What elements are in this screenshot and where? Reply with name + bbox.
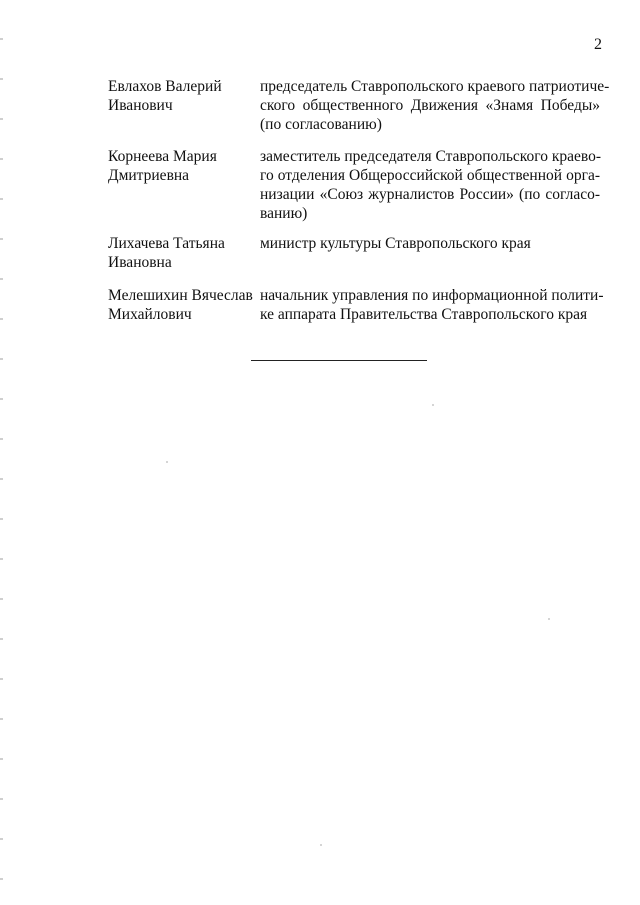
member-name-line: Евлахов Валерий <box>108 78 222 95</box>
member-name-line: Михайлович <box>108 306 192 323</box>
scan-speck <box>432 404 434 406</box>
scan-speck <box>548 618 550 620</box>
page-number: 2 <box>594 36 602 53</box>
member-role <box>260 77 610 134</box>
member-role-line: председатель Ставропольского краевого патриотиче- <box>260 78 610 95</box>
scan-speck <box>320 844 322 846</box>
member-role-line: заместитель председателя Ставропольского краево- <box>260 148 602 165</box>
member-role-line: ского общественного Движения «Знамя Победы» <box>260 97 600 114</box>
member-role-line: министр культуры Ставропольского края <box>260 235 531 252</box>
member-name <box>108 286 258 324</box>
member-name-line: Корнеева Мария <box>108 148 217 165</box>
scan-speck <box>166 461 168 463</box>
closing-separator-line <box>251 360 427 361</box>
member-name <box>108 234 258 272</box>
member-role <box>260 147 600 223</box>
member-name-line: Иванович <box>108 97 173 114</box>
member-role-line: начальник управления по информационной полити- <box>260 287 604 304</box>
member-name <box>108 147 258 185</box>
member-role-line: ке аппарата Правительства Ставропольского края <box>260 306 588 323</box>
member-role <box>260 234 600 253</box>
member-name-line: Лихачева Татьяна <box>108 235 225 252</box>
member-name-line: Дмитриевна <box>108 167 190 184</box>
scan-edge-marks <box>0 0 3 905</box>
member-role-line: ванию) <box>260 205 308 222</box>
member-name <box>108 77 258 115</box>
member-name-line: Ивановна <box>108 254 172 271</box>
member-role <box>260 286 604 324</box>
member-role-line: го отделения Общероссийской общественной орга- <box>260 167 600 184</box>
member-name-line: Мелешихин Вячеслав <box>108 287 253 304</box>
member-role-line: низации «Союз журналистов России» (по согласо- <box>260 186 600 203</box>
member-role-line: (по согласованию) <box>260 116 382 133</box>
